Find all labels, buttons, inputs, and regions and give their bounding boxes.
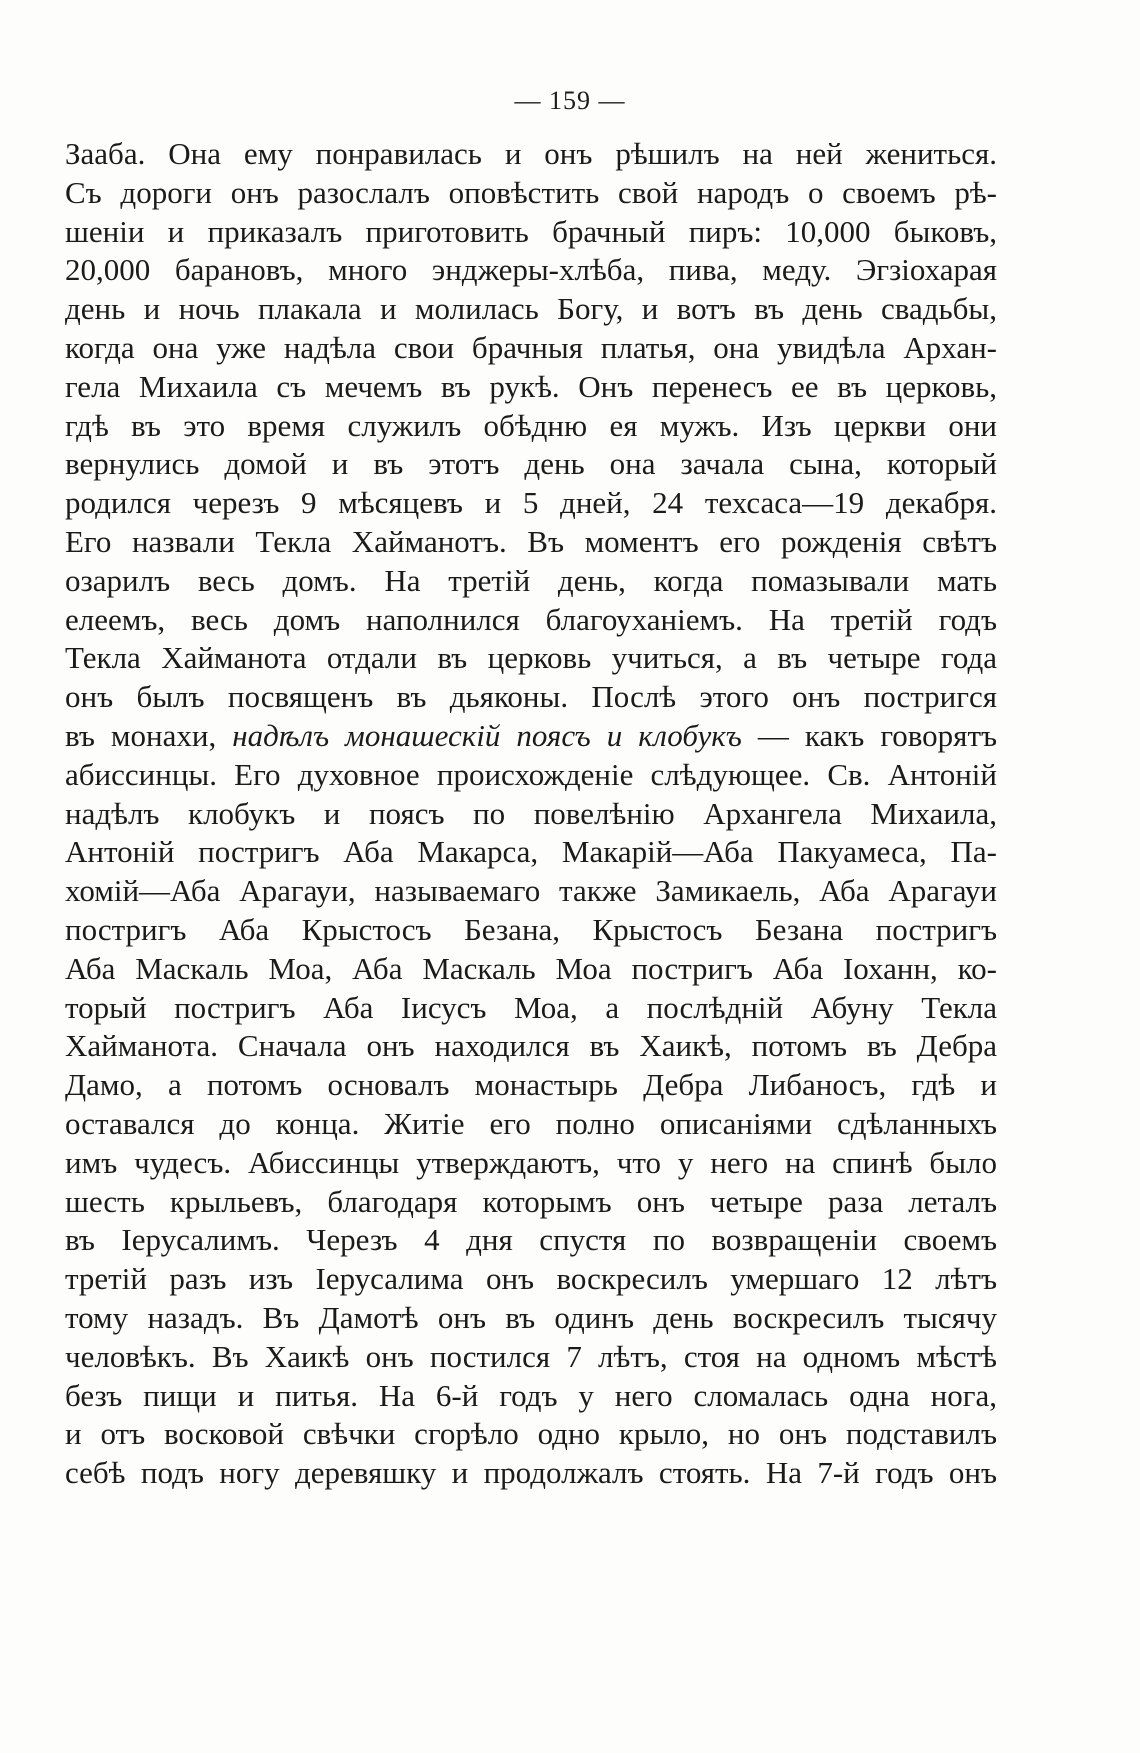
text-line-with-italic <box>65 717 997 756</box>
body-text <box>65 135 997 1493</box>
text-line: онъ былъ посвященъ въ дьяконы. Послѣ этого онъ постригся <box>65 679 997 715</box>
text-line: 20,000 барановъ, много энджеры-хлѣба, пива, меду. Эгзіохарая <box>65 252 997 288</box>
text-line: родился черезъ 9 мѣсяцевъ и 5 дней, 24 техсаса—19 декабря. <box>65 485 997 521</box>
text-line: и отъ восковой свѣчки сгорѣло одно крыло, но онъ подставилъ <box>65 1416 997 1452</box>
text-line: вернулись домой и въ этотъ день она зачала сына, который <box>65 446 997 482</box>
text-line: шеніи и приказалъ приготовить брачный пиръ: 10,000 быковъ, <box>65 213 997 249</box>
text-line: абиссинцы. Его духовное происхожденіе слѣдующее. Св. Антоній <box>65 756 997 792</box>
text-line: оставался до конца. Житіе его полно описаніями сдѣланныхъ <box>65 1105 997 1141</box>
italic-phrase: надѣлъ монашескій поясъ и клобукъ <box>232 717 742 753</box>
text-line: Его назвали Текла Хайманотъ. Въ моментъ его рожденія свѣтъ <box>65 523 997 559</box>
text-segment: въ монахи, <box>65 717 217 753</box>
text-line: безъ пищи и питья. На 6-й годъ у него сломалась одна нога, <box>65 1377 997 1413</box>
text-line: себѣ подъ ногу деревяшку и продолжалъ стоять. На 7-й годъ онъ <box>65 1455 997 1491</box>
text-line: день и ночь плакала и молилась Богу, и вотъ въ день свадьбы, <box>65 291 997 327</box>
text-line: елеемъ, весь домъ наполнился благоуханіемъ. На третій годъ <box>65 601 997 637</box>
text-line: озарилъ весь домъ. На третій день, когда помазывали мать <box>65 562 997 598</box>
text-segment: — какъ говорятъ <box>757 717 998 753</box>
text-line: Аба Маскаль Моа, Аба Маскаль Моа постригъ Аба Іоханн, ко- <box>65 950 997 986</box>
text-line: гдѣ въ это время служилъ обѣдню ея мужъ. Изъ церкви они <box>65 407 997 443</box>
text-line: Съ дороги онъ разослалъ оповѣстить свой народъ о своемъ рѣ- <box>65 174 997 210</box>
text-line: третій разъ изъ Іерусалима онъ воскресилъ умершаго 12 лѣтъ <box>65 1261 997 1297</box>
text-line: тому назадъ. Въ Дамотѣ онъ въ одинъ день воскресилъ тысячу <box>65 1299 997 1335</box>
text-line: въ Іерусалимъ. Черезъ 4 дня спустя по возвращеніи своемъ <box>65 1222 997 1258</box>
text-line: гела Михаила съ мечемъ въ рукѣ. Онъ перенесъ ее въ церковь, <box>65 368 997 404</box>
text-line: Дамо, а потомъ основалъ монастырь Дебра Либаносъ, гдѣ и <box>65 1067 997 1103</box>
text-line: Хайманота. Сначала онъ находился въ Хаикѣ, потомъ въ Дебра <box>65 1028 997 1064</box>
text-line: постригъ Аба Крыстосъ Безана, Крыстосъ Безана постригъ <box>65 911 997 947</box>
text-line: Текла Хайманота отдали въ церковь учиться, а въ четыре года <box>65 640 997 676</box>
text-line: Зааба. Она ему понравилась и онъ рѣшилъ на ней жениться. <box>65 136 997 171</box>
page-number: — 159 — <box>514 86 626 115</box>
text-line: шесть крыльевъ, благодаря которымъ онъ четыре раза леталъ <box>65 1183 997 1219</box>
text-line: торый постригъ Аба Іисусъ Моа, а послѣдній Абуну Текла <box>65 989 997 1025</box>
text-line: человѣкъ. Въ Хаикѣ онъ постился 7 лѣтъ, стоя на одномъ мѣстѣ <box>65 1338 997 1374</box>
text-line: имъ чудесъ. Абиссинцы утверждаютъ, что у него на спинѣ было <box>65 1144 997 1180</box>
text-line: когда она уже надѣла свои брачныя платья, она увидѣла Архан- <box>65 329 997 365</box>
text-line: надѣлъ клобукъ и поясъ по повелѣнію Архангела Михаила, <box>65 795 997 831</box>
text-line: Антоній постригъ Аба Макарса, Макарій—Аба Пакуамеса, Па- <box>65 834 997 870</box>
text-line: хомій—Аба Арагауи, называемаго также Замикаель, Аба Арагауи <box>65 873 997 909</box>
